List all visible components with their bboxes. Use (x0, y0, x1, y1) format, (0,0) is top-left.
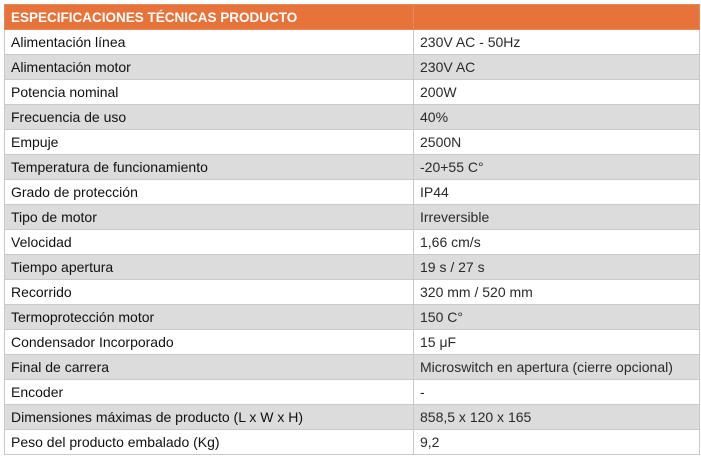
table-row (5, 430, 700, 455)
table-row (5, 330, 700, 355)
spec-label: Potencia nominal (5, 80, 414, 105)
spec-label: Recorrido (5, 280, 414, 305)
table-row (5, 305, 700, 330)
table-header-row (5, 5, 700, 30)
table-header-empty-cell (414, 5, 700, 30)
table-row (5, 80, 700, 105)
table-row (5, 105, 700, 130)
spec-value: 200W (414, 80, 700, 105)
spec-value: 1,66 cm/s (414, 230, 700, 255)
table-row (5, 30, 700, 55)
spec-label: Condensador Incorporado (5, 330, 414, 355)
spec-value: - (414, 380, 700, 405)
table-row (5, 130, 700, 155)
spec-value: 15 μF (414, 330, 700, 355)
table-row (5, 280, 700, 305)
spec-label: Temperatura de funcionamiento (5, 155, 414, 180)
spec-label: Velocidad (5, 230, 414, 255)
table-title: ESPECIFICACIONES TÉCNICAS PRODUCTO (5, 5, 414, 30)
spec-label: Tipo de motor (5, 205, 414, 230)
spec-label: Encoder (5, 380, 414, 405)
spec-label: Alimentación motor (5, 55, 414, 80)
spec-value: Irreversible (414, 205, 700, 230)
spec-value: IP44 (414, 180, 700, 205)
spec-value: 230V AC - 50Hz (414, 30, 700, 55)
spec-label: Frecuencia de uso (5, 105, 414, 130)
table-row (5, 155, 700, 180)
specifications-table-body (5, 5, 700, 455)
spec-label: Dimensiones máximas de producto (L x W x H) (5, 405, 414, 430)
spec-value: 9,2 (414, 430, 700, 455)
table-row (5, 180, 700, 205)
spec-label: Empuje (5, 130, 414, 155)
table-row (5, 55, 700, 80)
spec-value: 2500N (414, 130, 700, 155)
spec-value: 150 C° (414, 305, 700, 330)
table-row (5, 205, 700, 230)
spec-label: Peso del producto embalado (Kg) (5, 430, 414, 455)
spec-label: Final de carrera (5, 355, 414, 380)
spec-value: 19 s / 27 s (414, 255, 700, 280)
table-row (5, 355, 700, 380)
spec-label: Alimentación línea (5, 30, 414, 55)
spec-value: 40% (414, 105, 700, 130)
specifications-table (4, 4, 700, 455)
spec-value: -20+55 C° (414, 155, 700, 180)
spec-label: Tiempo apertura (5, 255, 414, 280)
table-row (5, 380, 700, 405)
spec-value: 230V AC (414, 55, 700, 80)
table-row (5, 255, 700, 280)
table-row (5, 405, 700, 430)
table-row (5, 230, 700, 255)
spec-label: Termoprotección motor (5, 305, 414, 330)
spec-value: 858,5 x 120 x 165 (414, 405, 700, 430)
spec-value: Microswitch en apertura (cierre opcional) (414, 355, 700, 380)
spec-value: 320 mm / 520 mm (414, 280, 700, 305)
spec-label: Grado de protección (5, 180, 414, 205)
